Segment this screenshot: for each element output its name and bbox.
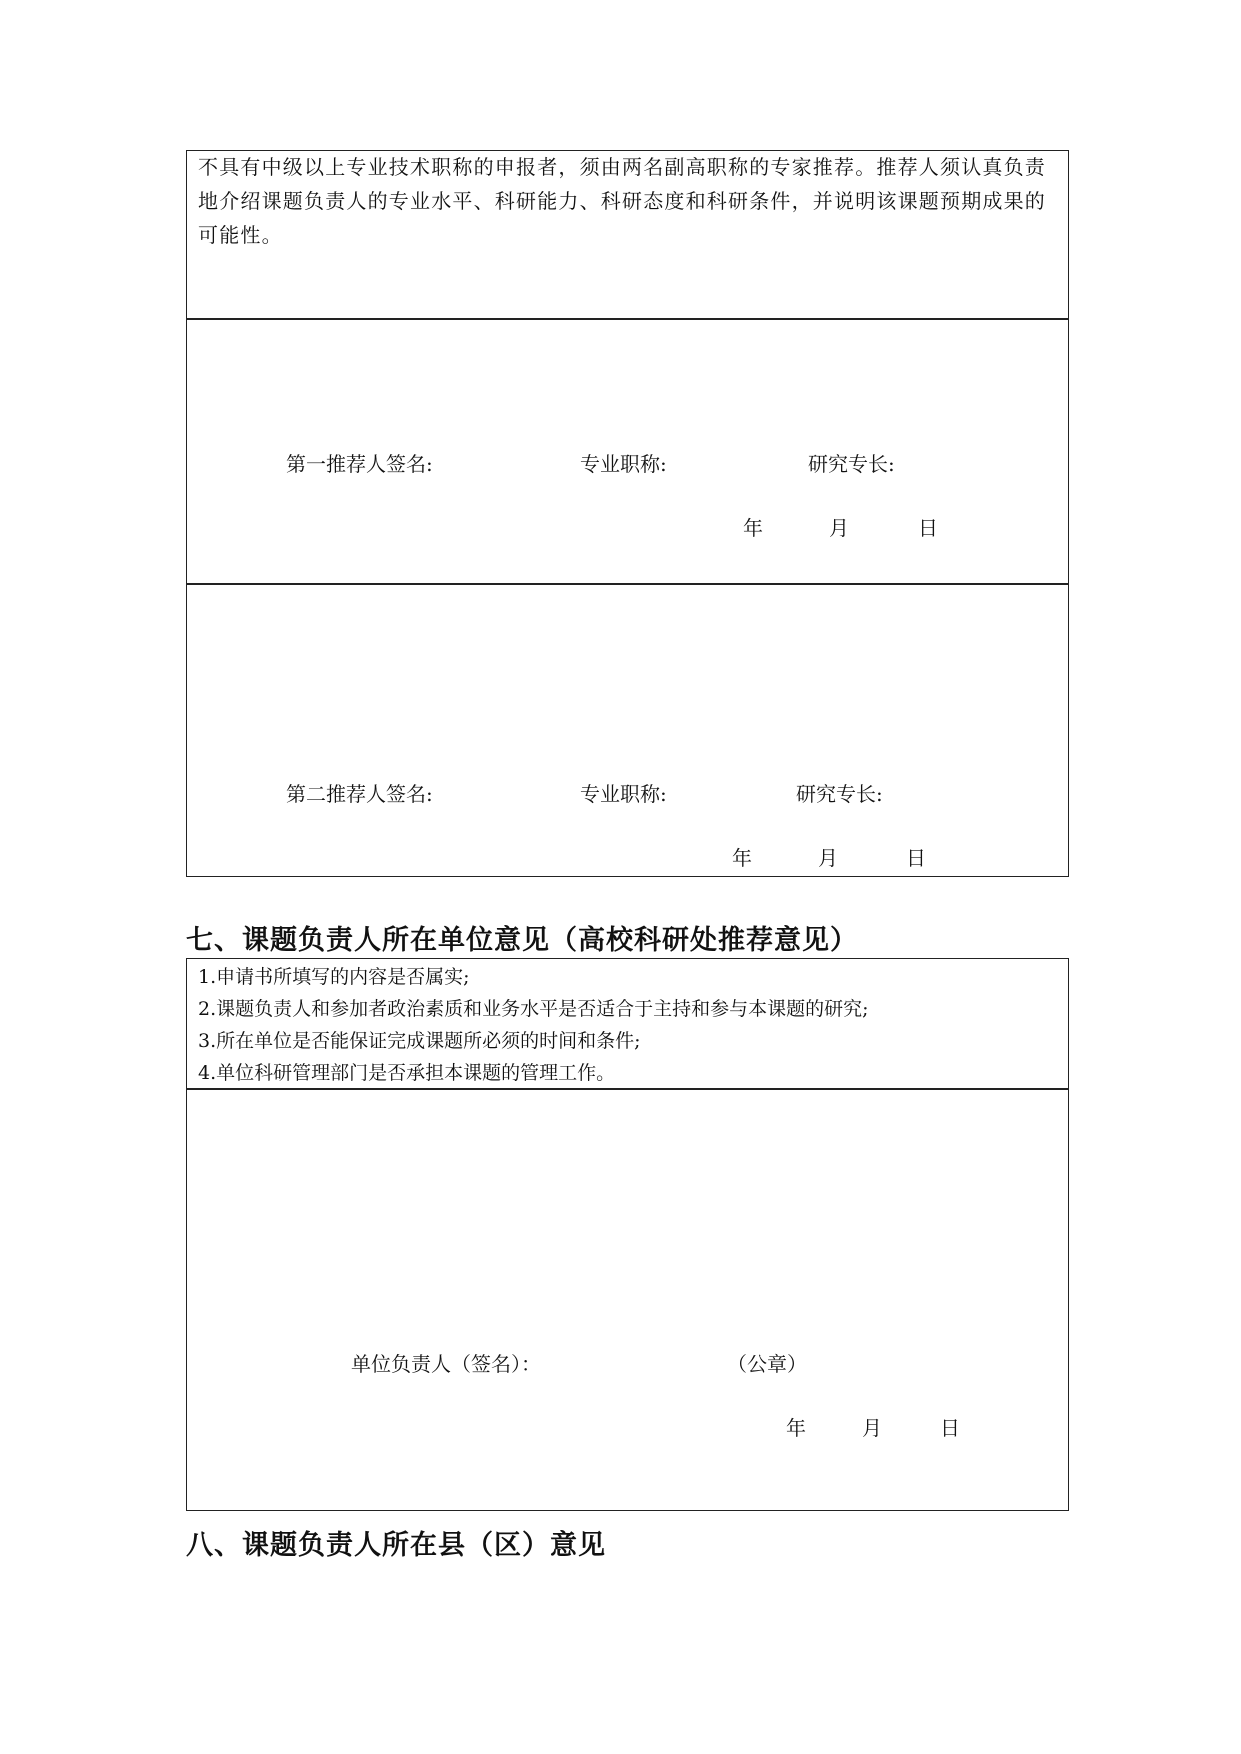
first-recommender-specialty-label: 研究专长: — [808, 452, 895, 476]
second-date-day: 日 — [906, 846, 926, 870]
second-recommender-signature-label: 第二推荐人签名: — [286, 782, 433, 806]
section7-date-month: 月 — [862, 1416, 882, 1440]
second-recommender-specialty-label: 研究专长: — [796, 782, 883, 806]
section7-item-4: 4.单位科研管理部门是否承担本课题的管理工作。 — [198, 1062, 616, 1084]
section7-date-year: 年 — [786, 1416, 806, 1440]
section7-opinion-cell — [186, 1088, 1069, 1511]
second-date-month: 月 — [818, 846, 838, 870]
second-recommender-cell — [186, 583, 1069, 877]
first-date-month: 月 — [829, 516, 849, 540]
first-date-day: 日 — [918, 516, 938, 540]
first-recommender-title-label: 专业职称: — [580, 452, 667, 476]
first-date-year: 年 — [743, 516, 763, 540]
first-recommender-signature-label: 第一推荐人签名: — [286, 452, 433, 476]
official-seal-label: （公章） — [727, 1352, 807, 1376]
section7-heading: 七、课题负责人所在单位意见（高校科研处推荐意见） — [186, 925, 858, 956]
recommend-instructions: 不具有中级以上专业技术职称的申报者，须由两名副高职称的专家推荐。推荐人须认真负责地介绍课题负责人的专业水平、科研能力、科研态度和科研条件，并说明该课题预期成果的可能性。 — [198, 155, 1046, 247]
second-recommender-title-label: 专业职称: — [580, 782, 667, 806]
section7-date-day: 日 — [940, 1416, 960, 1440]
section8-heading: 八、课题负责人所在县（区）意见 — [186, 1530, 606, 1561]
section7-item-1: 1.申请书所填写的内容是否属实; — [198, 966, 470, 988]
section7-item-3: 3.所在单位是否能保证完成课题所必须的时间和条件; — [198, 1030, 641, 1052]
section7-item-2: 2.课题负责人和参加者政治素质和业务水平是否适合于主持和参与本课题的研究; — [198, 998, 869, 1020]
second-date-year: 年 — [732, 846, 752, 870]
unit-head-signature-label: 单位负责人（签名）： — [351, 1352, 541, 1376]
